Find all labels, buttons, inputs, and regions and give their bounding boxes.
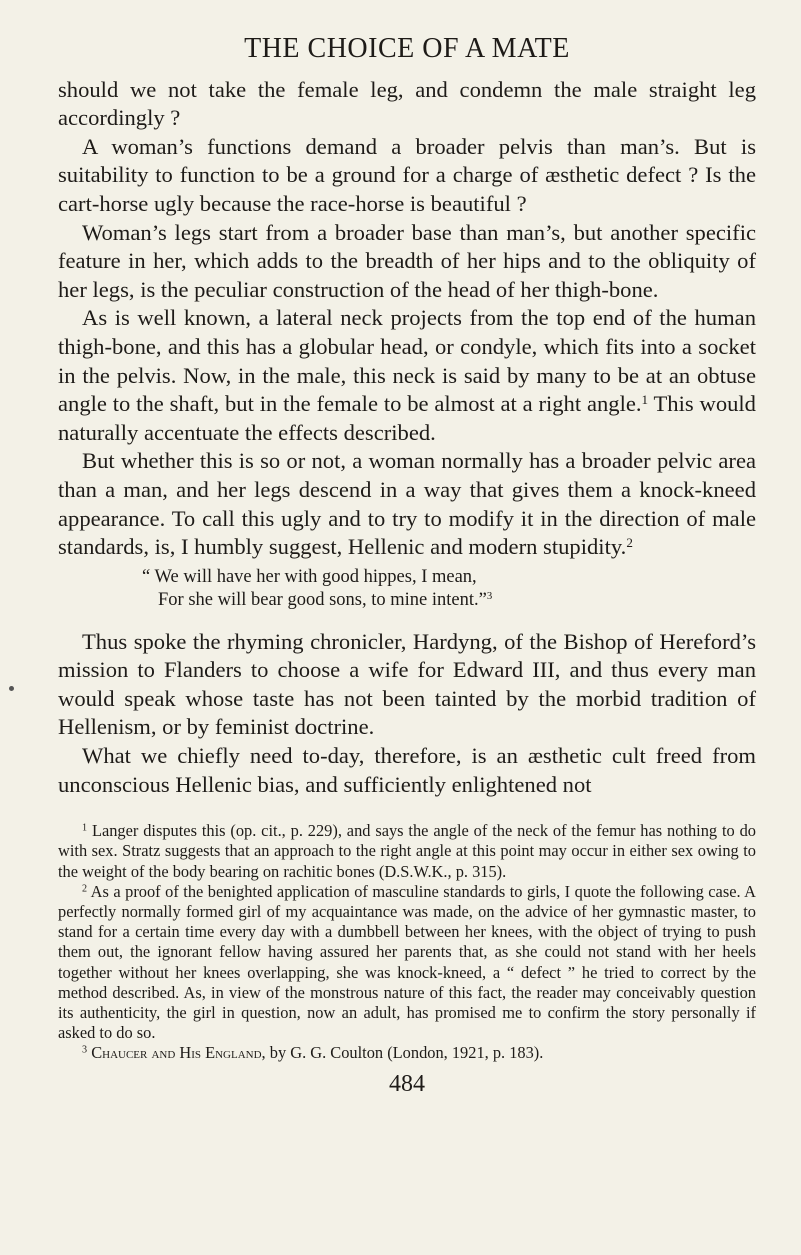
paragraph [58, 447, 756, 561]
footnote-number: 3 [82, 1044, 88, 1056]
footnote-text: , by G. G. Coulton (London, 1921, p. 183). [261, 1043, 544, 1063]
footnote-ref: 2 [626, 534, 633, 550]
footnote [58, 882, 756, 1044]
paragraph: Woman’s legs start from a broader base than man’s, but another specific feature in her, which adds to the breadth of her hips and to the obliquity of her legs, is the peculiar construction of the head of her thigh-bone. [58, 219, 756, 302]
footnote-text: Langer disputes this (op. cit., p. 229), and says the angle of the neck of the femur has nothing to do with sex. Stratz suggests that an approach to the right angle at this point may occur in either sex owing to the weight of the body bearing on rachitic bones (D.S.W.K., p. 315). [58, 821, 756, 881]
paragraph [58, 304, 756, 447]
paragraph: What we chiefly need to-day, therefore, is an æsthetic cult freed from unconscious Hellenic bias, and sufficiently enlightened not [58, 743, 756, 797]
verse-quote [58, 566, 756, 612]
footnotes [58, 821, 756, 1063]
paragraph-text: As is well known, a lateral neck projects from the top end of the human thigh-bone, and this has a globular head, or condyle, which fits into a socket in the pelvis. Now, in the male, this neck is said by many to be at an obtuse angle to the shaft, but in the female to be almost at a right angle. [58, 305, 756, 417]
verse-line [142, 589, 756, 612]
footnote-ref: 1 [641, 391, 649, 407]
page-number: 484 [389, 1070, 425, 1097]
footnote-number: 1 [82, 822, 88, 834]
paragraph: Thus spoke the rhyming chronicler, Hardyng, of the Bishop of Hereford’s mission to Flanders to choose a wife for Edward III, and thus every man would speak whose taste has not been tainted by the morbid tradition of Hellenism, or by feminist doctrine. [58, 628, 756, 740]
verse-line-text: For she will bear good sons, to mine intent.” [158, 589, 487, 610]
running-head: THE CHOICE OF A MATE [244, 33, 570, 64]
footnote [58, 821, 756, 882]
footnote [58, 1043, 756, 1063]
footnote-number: 2 [82, 883, 88, 895]
paragraph-text: But whether this is so or not, a woman normally has a broader pelvic area than a man, and her legs descend in a way that gives them a knock-kneed appearance. To call this ugly and to try to modify it in the direction of male standards, is, I humbly suggest, Hellenic and modern stupidity. [58, 448, 756, 560]
verse-line: “ We will have her with good hippes, I mean, [142, 566, 477, 587]
footnote-text: As a proof of the benighted application of masculine standards to girls, I quote the following case. A perfectly normally formed girl of my acquaintance was made, on the advice of her gymnastic master, to stand for a certain time every day with a dumbbell between her knees, with the object of trying to push them out, the ignorant fellow having assured her parents that, as she could not stand with her heels together without her knees overlapping, she was knock-kneed, a “ defect ” he tried to correct by the method described. As, in view of the monstrous nature of this fact, the reader may conceivably question its authenticity, the girl in question, now an adult, has promised me to confirm the story personally if asked to do so. [58, 881, 756, 1043]
paragraph: A woman’s functions demand a broader pelvis than man’s. But is suitability to function to be a ground for a charge of æsthetic defect ? Is the cart-horse ugly because the race-horse is beautiful ? [58, 133, 756, 216]
footnote-ref: 3 [486, 589, 493, 602]
footnote-book-title: Chaucer and His England [91, 1043, 262, 1063]
paragraph-text: This would naturally accentuate the effects described. [58, 391, 756, 445]
margin-mark [9, 686, 14, 691]
paragraph: should we not take the female leg, and condemn the male straight leg accordingly ? [58, 76, 756, 131]
book-page [58, 32, 756, 1098]
body-text [58, 76, 756, 800]
